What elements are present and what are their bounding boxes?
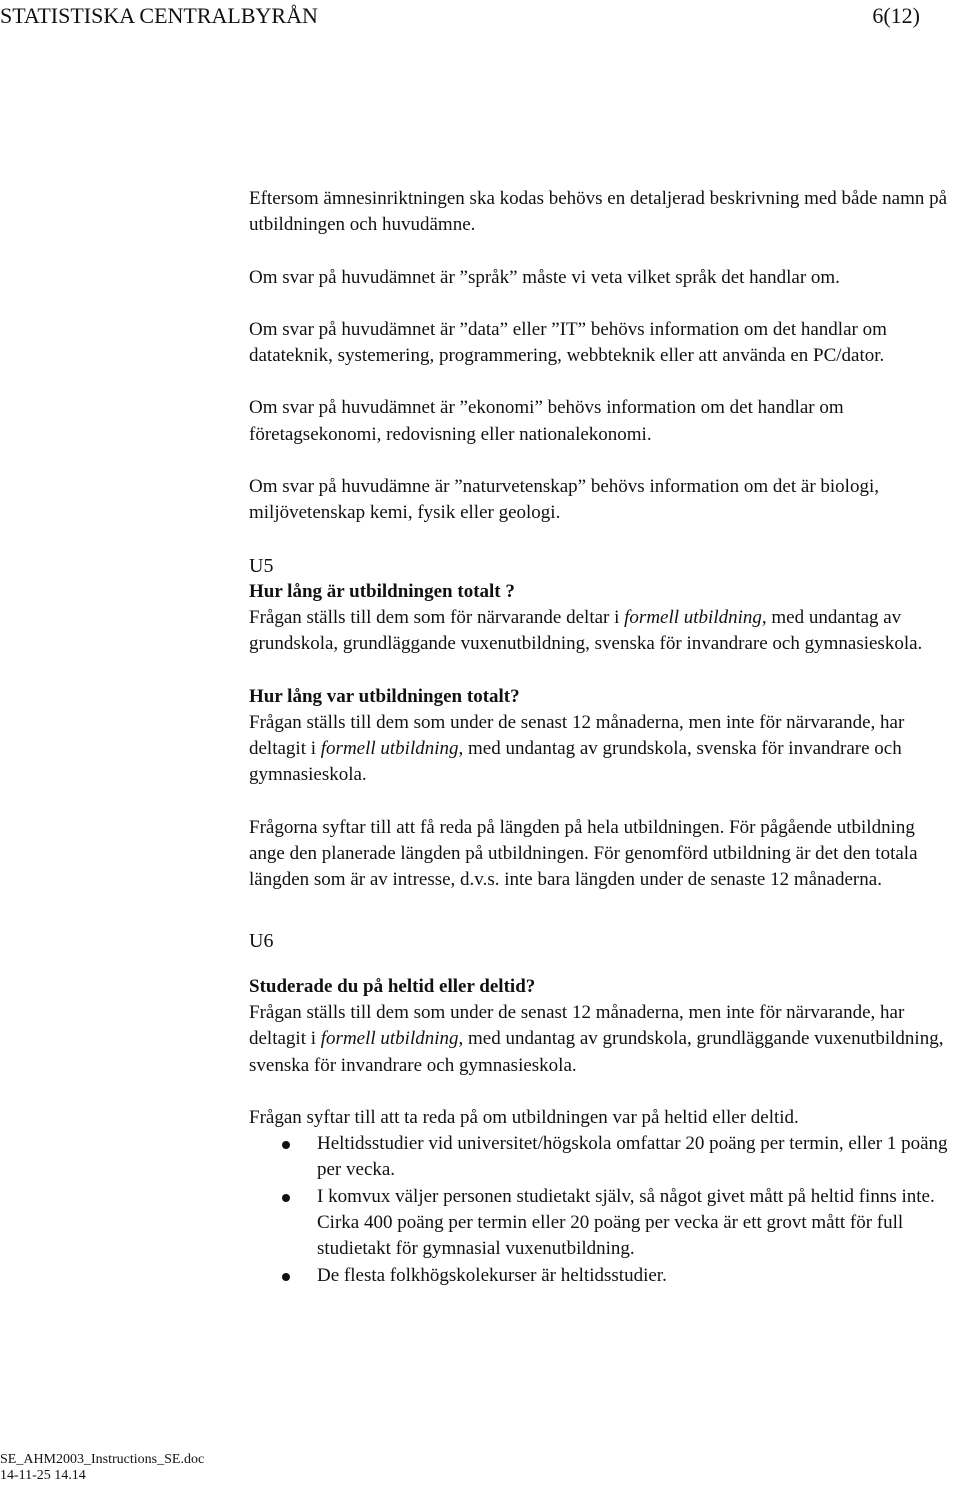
footer-date: 14-11-25 14.14: [0, 1468, 86, 1483]
list-item: Heltidsstudier vid universitet/högskola omfattar 20 poäng per termin, eller 1 poäng per vecka.: [249, 1131, 949, 1184]
bullet-icon: [282, 1141, 290, 1149]
term-formal-education: formell utbildning: [320, 1028, 459, 1050]
bullet-list: [249, 1131, 949, 1289]
bullet-icon: [282, 1273, 290, 1281]
paragraph-language: Om svar på huvudämnet är ”språk” måste vi veta vilket språk det handlar om.: [249, 266, 840, 288]
section-code-u5: U5: [249, 554, 274, 577]
paragraph-u6-scope: Frågan ställs till dem som under de senast 12 månaderna, men inte för närvarande, har deltagit i formell utbildning, med undantag av grundskola, grundläggande vuxenutbildning, svenska för invandrare och gymnasieskola.: [249, 1001, 944, 1076]
document-body: [249, 186, 949, 1289]
paragraph-natural-science: Om svar på huvudämne är ”naturvetenskap” behövs information om det är biologi, miljövetenskap kemi, fysik eller geologi.: [249, 476, 879, 524]
paragraph-u5-current-scope: Frågan ställs till dem som för närvarande deltar i formell utbildning, med undantag av grundskola, grundläggande vuxenutbildning, svenska för invandrare och gymnasieskola.: [249, 606, 923, 655]
paragraph-subject-coding: Eftersom ämnesinriktningen ska kodas behövs en detaljerad beskrivning med både namn på utbildningen och huvudämne.: [249, 188, 948, 236]
section-code-u6: U6: [249, 929, 274, 952]
list-item: I komvux väljer personen studietakt själv, så något givet mått på heltid finns inte. Cirka 400 poäng per termin eller 20 poäng per vecka är ett grovt mått för full studietakt för gymnasial vuxenutbildning.: [249, 1184, 949, 1263]
question-u5-past: Hur lång var utbildningen totalt?: [249, 685, 520, 707]
bullet-icon: [282, 1194, 290, 1202]
paragraph-u5-past-scope: Frågan ställs till dem som under de senast 12 månaderna, men inte för närvarande, har deltagit i formell utbildning, med undantag av grundskola, svenska för invandrare och gymnasieskola.: [249, 711, 905, 786]
paragraph-u5-purpose: Frågorna syftar till att få reda på längden på hela utbildningen. För pågående utbildning ange den planerade längden på utbildningen. För genomförd utbildning är det den totala längden som är av intresse, d.v.s. inte bara längden under de senaste 12 månaderna.: [249, 816, 918, 891]
paragraph-u6-purpose: Frågan syftar till att ta reda på om utbildningen var på heltid eller deltid.: [249, 1106, 799, 1128]
paragraph-data-it: Om svar på huvudämnet är ”data” eller ”IT” behövs information om det handlar om datateknik, systemering, programmering, webbteknik eller att använda en PC/dator.: [249, 318, 887, 367]
list-item: De flesta folkhögskolekurser är heltidsstudier.: [249, 1263, 949, 1289]
paragraph-economics: Om svar på huvudämnet är ”ekonomi” behövs information om det handlar om företagsekonomi, redovisning eller nationalekonomi.: [249, 397, 844, 445]
footer-filename: SE_AHM2003_Instructions_SE.doc: [0, 1452, 205, 1467]
question-u6: Studerade du på heltid eller deltid?: [249, 975, 536, 997]
term-formal-education: formell utbildning: [320, 738, 459, 760]
header-organization: STATISTISKA CENTRALBYRÅN: [0, 3, 318, 28]
question-u5-current: Hur lång är utbildningen totalt ?: [249, 580, 515, 602]
term-formal-education: formell utbildning: [624, 606, 762, 628]
page-number: 6(12): [872, 3, 920, 28]
footer: [0, 1452, 204, 1484]
